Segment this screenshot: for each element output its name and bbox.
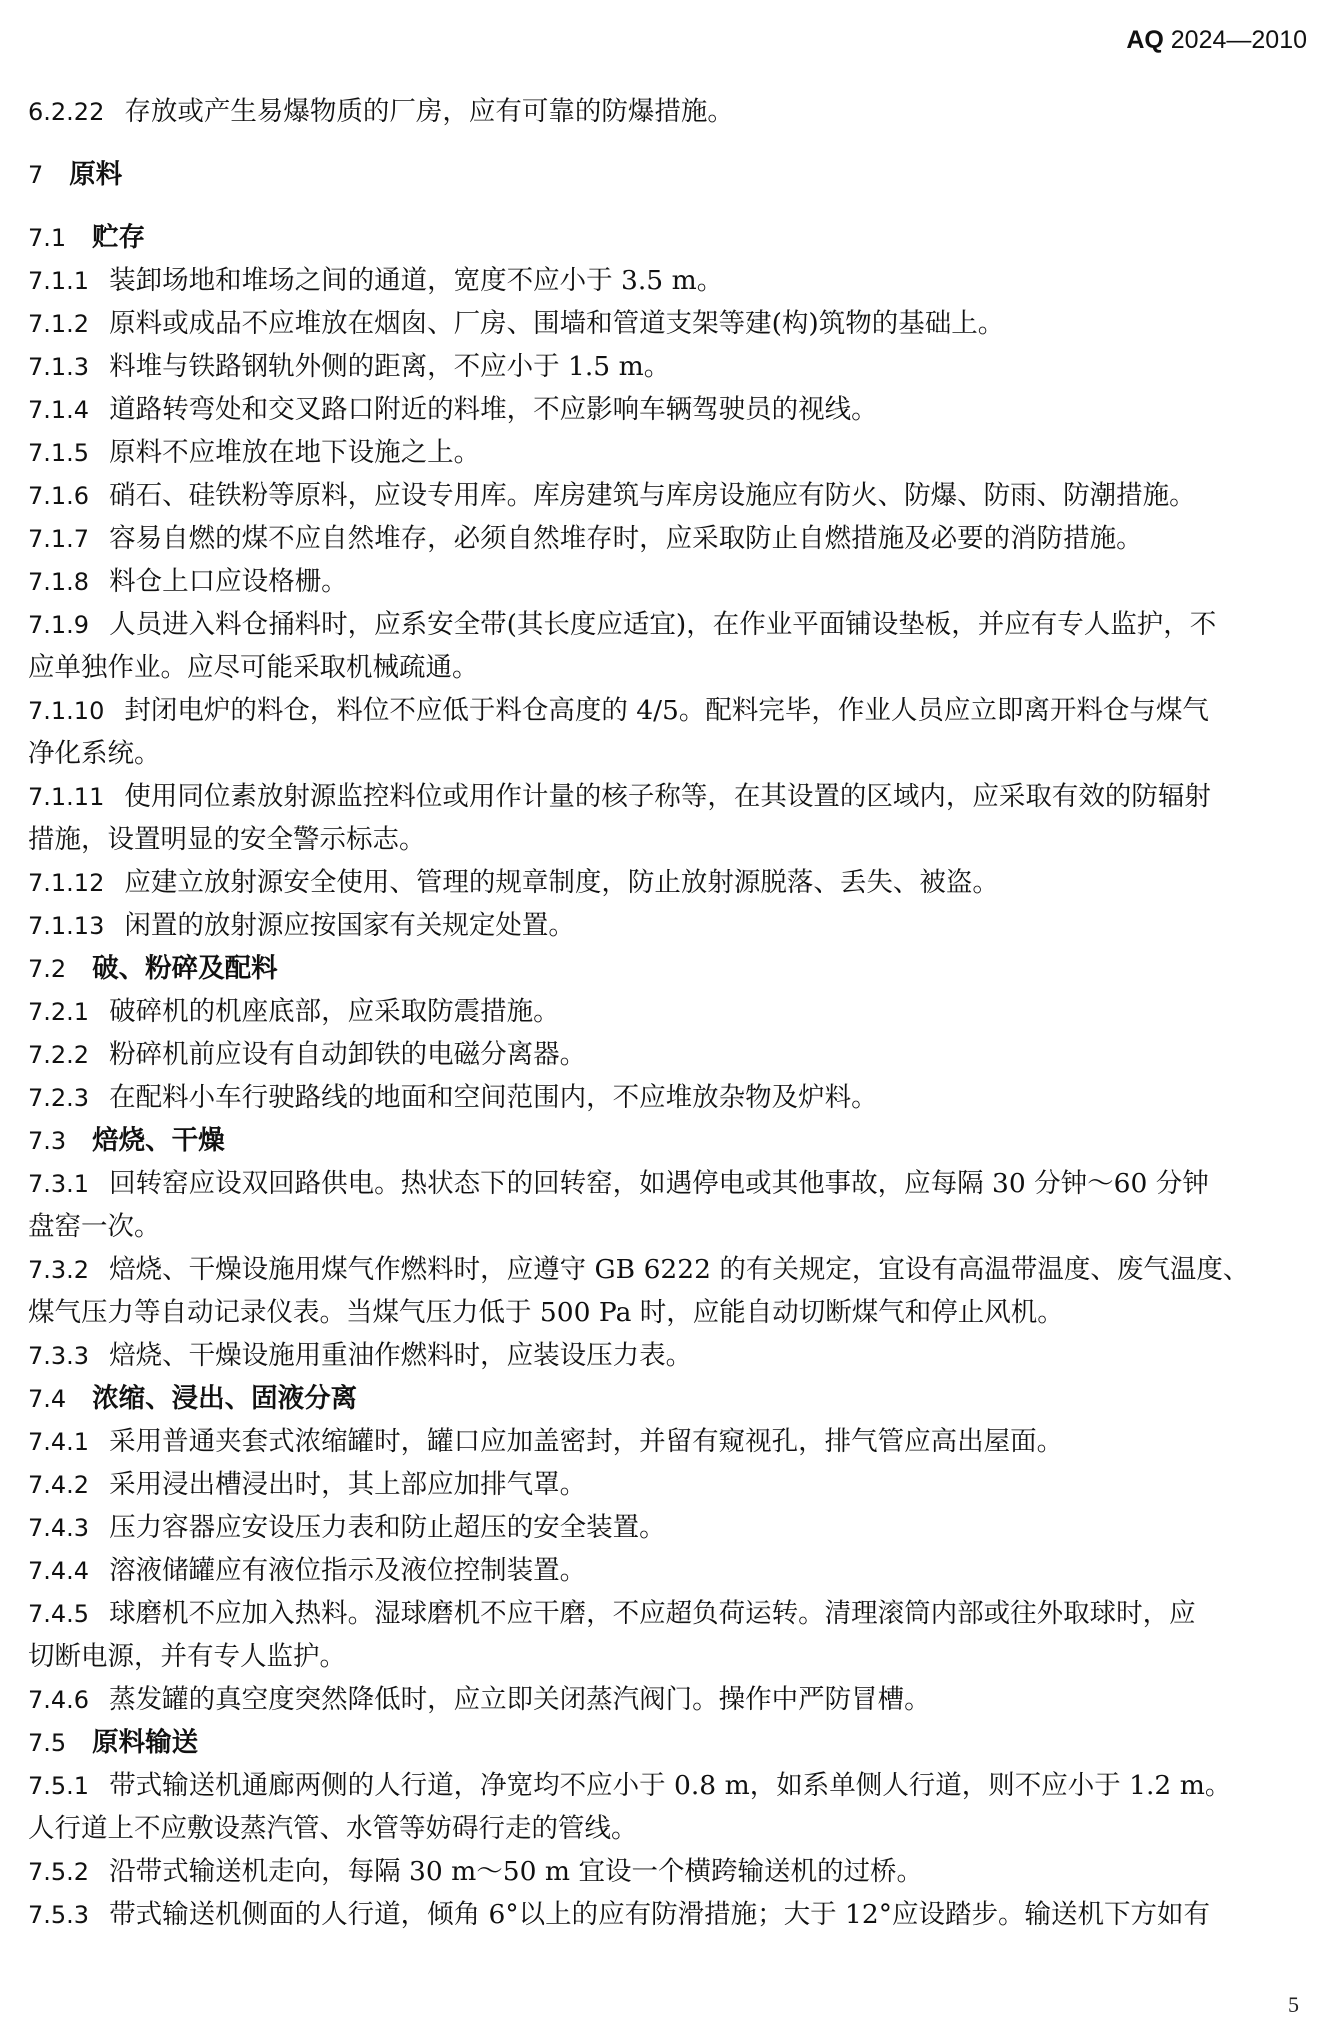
text-line [28, 1463, 1309, 1506]
heading-title: 浓缩、浸出、固液分离 [92, 1383, 358, 1414]
heading-title: 贮存 [92, 222, 146, 253]
clause-item [28, 990, 1309, 1033]
clause-number: 7.5.3 [28, 1901, 90, 1929]
clause-item [28, 689, 1309, 775]
clause-text: 容易自燃的煤不应自然堆存，必须自然堆存时，应采取防止自燃措施及必要的消防措施。 [109, 523, 1143, 554]
text-line [28, 1420, 1309, 1463]
clause-item [28, 1463, 1309, 1506]
text-line [28, 1764, 1309, 1807]
section-heading [28, 947, 1309, 990]
clause-item [28, 1592, 1309, 1678]
clause-text: 焙烧、干燥设施用重油作燃料时，应装设压力表。 [109, 1340, 693, 1371]
clause-number: 7.3.3 [28, 1342, 90, 1370]
standard-prefix: AQ [1126, 26, 1164, 54]
text-line [28, 1850, 1309, 1893]
clause-item [28, 603, 1309, 689]
heading-title: 原料输送 [92, 1727, 199, 1758]
clause-text: 球磨机不应加入热料。湿球磨机不应干磨，不应超负荷运转。清理滚筒内部或往外取球时，应 [109, 1598, 1196, 1629]
clause-number: 7.2.3 [28, 1084, 90, 1112]
text-line [28, 904, 1309, 947]
standard-number: 2024—2010 [1170, 26, 1307, 54]
clause-text: 破碎机的机座底部，应采取防震措施。 [109, 996, 560, 1027]
clause-text: 盘窑一次。 [28, 1211, 161, 1242]
text-line [28, 1205, 1309, 1248]
heading-title: 焙烧、干燥 [92, 1125, 225, 1156]
clause-number: 7.4.1 [28, 1428, 90, 1456]
clause-item [28, 1506, 1309, 1549]
clause-text: 溶液储罐应有液位指示及液位控制装置。 [109, 1555, 587, 1586]
clause-number: 7.3 [28, 1127, 67, 1155]
clause-text: 蒸发罐的真空度突然降低时，应立即关闭蒸汽阀门。操作中严防冒槽。 [109, 1684, 931, 1715]
text-line [28, 259, 1309, 302]
text-line [28, 1506, 1309, 1549]
clause-item [28, 1678, 1309, 1721]
section-heading [28, 1721, 1309, 1764]
clause-number: 7.3.2 [28, 1256, 90, 1284]
clause-number: 7.1 [28, 224, 67, 252]
clause-item [28, 560, 1309, 603]
clause-item [28, 904, 1309, 947]
text-line [28, 1721, 1309, 1764]
clause-item [28, 1334, 1309, 1377]
heading-title: 破、粉碎及配料 [92, 953, 278, 984]
standard-code [1126, 26, 1307, 55]
text-line [28, 1119, 1309, 1162]
clause-number: 7.5.2 [28, 1858, 90, 1886]
clause-text: 焙烧、干燥设施用煤气作燃料时，应遵守 GB 6222 的有关规定，宜设有高温带温度、废气温度、 [109, 1254, 1250, 1285]
clause-item [28, 302, 1309, 345]
clause-text: 应建立放射源安全使用、管理的规章制度，防止放射源脱落、丢失、被盗。 [124, 867, 999, 898]
clause-text: 采用浸出槽浸出时，其上部应加排气罩。 [109, 1469, 587, 1500]
clause-text: 带式输送机侧面的人行道，倾角 6°以上的应有防滑措施；大于 12°应设踏步。输送机下方如有 [109, 1899, 1211, 1930]
page-number: 5 [1288, 1992, 1299, 2017]
clause-number: 7.3.1 [28, 1170, 90, 1198]
text-line [28, 1893, 1309, 1936]
clause-text: 切断电源，并有专人监护。 [28, 1641, 346, 1672]
clause-item [28, 474, 1309, 517]
text-line [28, 153, 1309, 196]
clause-number: 7.4.5 [28, 1600, 90, 1628]
clause-number: 7.2.2 [28, 1041, 90, 1069]
clause-text: 煤气压力等自动记录仪表。当煤气压力低于 500 Pa 时，应能自动切断煤气和停止风机。 [28, 1297, 1064, 1328]
clause-number: 7.1.5 [28, 439, 90, 467]
clause-number: 7.5 [28, 1729, 67, 1757]
clause-item [28, 517, 1309, 560]
document-body [28, 90, 1309, 1936]
clause-item [28, 431, 1309, 474]
clause-number: 7.1.2 [28, 310, 90, 338]
clause-number: 7.1.9 [28, 611, 90, 639]
clause-number: 7.1.1 [28, 267, 90, 295]
clause-item [28, 1420, 1309, 1463]
clause-item [28, 1764, 1309, 1850]
clause-number: 7.1.8 [28, 568, 90, 596]
text-line [28, 689, 1309, 732]
clause-number: 7.1.12 [28, 869, 105, 897]
text-line [28, 1076, 1309, 1119]
text-line [28, 861, 1309, 904]
text-line [28, 1377, 1309, 1420]
clause-text: 使用同位素放射源监控料位或用作计量的核子称等，在其设置的区域内，应采取有效的防辐射 [124, 781, 1211, 812]
clause-item [28, 775, 1309, 861]
text-line [28, 216, 1309, 259]
clause-text: 硝石、硅铁粉等原料，应设专用库。库房建筑与库房设施应有防火、防爆、防雨、防潮措施。 [109, 480, 1196, 511]
text-line [28, 947, 1309, 990]
clause-number: 7.5.1 [28, 1772, 90, 1800]
clause-item [28, 1893, 1309, 1936]
clause-text: 闲置的放射源应按国家有关规定处置。 [124, 910, 575, 941]
text-line [28, 302, 1309, 345]
clause-item [28, 1076, 1309, 1119]
clause-text: 料堆与铁路钢轨外侧的距离，不应小于 1.5 m。 [109, 351, 671, 382]
text-line [28, 990, 1309, 1033]
heading-title: 原料 [69, 159, 123, 190]
text-line [28, 90, 1309, 133]
clause-number: 7.4.4 [28, 1557, 90, 1585]
text-line [28, 1033, 1309, 1076]
text-line [28, 603, 1309, 646]
clause-item [28, 861, 1309, 904]
clause-number: 7.4.3 [28, 1514, 90, 1542]
clause-text: 净化系统。 [28, 738, 161, 769]
clause-number: 7.1.11 [28, 783, 105, 811]
clause-text: 回转窑应设双回路供电。热状态下的回转窑，如遇停电或其他事故，应每隔 30 分钟～60 分钟 [109, 1168, 1209, 1199]
clause-item [28, 90, 1309, 133]
clause-text: 料仓上口应设格栅。 [109, 566, 348, 597]
text-line [28, 1248, 1309, 1291]
clause-number: 7.1.3 [28, 353, 90, 381]
text-line [28, 1291, 1309, 1334]
clause-number: 7 [28, 161, 44, 189]
text-line [28, 1807, 1309, 1850]
text-line [28, 345, 1309, 388]
clause-number: 7.1.4 [28, 396, 90, 424]
clause-text: 压力容器应安设压力表和防止超压的安全装置。 [109, 1512, 666, 1543]
clause-number: 7.4.6 [28, 1686, 90, 1714]
clause-item [28, 345, 1309, 388]
clause-text: 粉碎机前应设有自动卸铁的电磁分离器。 [109, 1039, 587, 1070]
clause-text: 应单独作业。应尽可能采取机械疏通。 [28, 652, 479, 683]
text-line [28, 517, 1309, 560]
clause-text: 带式输送机通廊两侧的人行道，净宽均不应小于 0.8 m，如系单侧人行道，则不应小于 1.2 m。 [109, 1770, 1232, 1801]
clause-text: 人行道上不应敷设蒸汽管、水管等妨碍行走的管线。 [28, 1813, 638, 1844]
text-line [28, 474, 1309, 517]
text-line [28, 775, 1309, 818]
section-heading [28, 1119, 1309, 1162]
text-line [28, 1592, 1309, 1635]
text-line [28, 1678, 1309, 1721]
clause-number: 7.1.7 [28, 525, 90, 553]
clause-item [28, 1850, 1309, 1893]
section-heading [28, 153, 1309, 196]
text-line [28, 1334, 1309, 1377]
clause-number: 7.1.10 [28, 697, 105, 725]
clause-text: 沿带式输送机走向，每隔 30 m～50 m 宜设一个横跨输送机的过桥。 [109, 1856, 923, 1887]
clause-item [28, 388, 1309, 431]
text-line [28, 431, 1309, 474]
text-line [28, 1635, 1309, 1678]
clause-item [28, 1033, 1309, 1076]
clause-number: 7.2.1 [28, 998, 90, 1026]
text-line [28, 732, 1309, 775]
text-line [28, 818, 1309, 861]
clause-text: 道路转弯处和交叉路口附近的料堆，不应影响车辆驾驶员的视线。 [109, 394, 878, 425]
clause-text: 存放或产生易爆物质的厂房，应有可靠的防爆措施。 [124, 96, 734, 127]
clause-text: 原料或成品不应堆放在烟囱、厂房、围墙和管道支架等建(构)筑物的基础上。 [109, 308, 1005, 339]
clause-text: 原料不应堆放在地下设施之上。 [109, 437, 481, 468]
clause-number: 6.2.22 [28, 98, 105, 126]
clause-number: 7.1.13 [28, 912, 105, 940]
clause-text: 装卸场地和堆场之间的通道，宽度不应小于 3.5 m。 [109, 265, 724, 296]
text-line [28, 646, 1309, 689]
text-line [28, 1549, 1309, 1592]
clause-item [28, 1248, 1309, 1334]
clause-item [28, 1549, 1309, 1592]
text-line [28, 560, 1309, 603]
clause-item [28, 259, 1309, 302]
text-line [28, 388, 1309, 431]
text-line [28, 1162, 1309, 1205]
clause-text: 在配料小车行驶路线的地面和空间范围内，不应堆放杂物及炉料。 [109, 1082, 878, 1113]
clause-item [28, 1162, 1309, 1248]
clause-number: 7.2 [28, 955, 67, 983]
clause-number: 7.1.6 [28, 482, 90, 510]
clause-text: 措施，设置明显的安全警示标志。 [28, 824, 426, 855]
clause-text: 采用普通夹套式浓缩罐时，罐口应加盖密封，并留有窥视孔，排气管应高出屋面。 [109, 1426, 1064, 1457]
clause-number: 7.4 [28, 1385, 67, 1413]
section-heading [28, 216, 1309, 259]
clause-number: 7.4.2 [28, 1471, 90, 1499]
clause-text: 封闭电炉的料仓，料位不应低于料仓高度的 4/5。配料完毕，作业人员应立即离开料仓与煤气 [124, 695, 1209, 726]
clause-text: 人员进入料仓捅料时，应系安全带(其长度应适宜)，在作业平面铺设垫板，并应有专人监护，不 [109, 609, 1217, 640]
section-heading [28, 1377, 1309, 1420]
